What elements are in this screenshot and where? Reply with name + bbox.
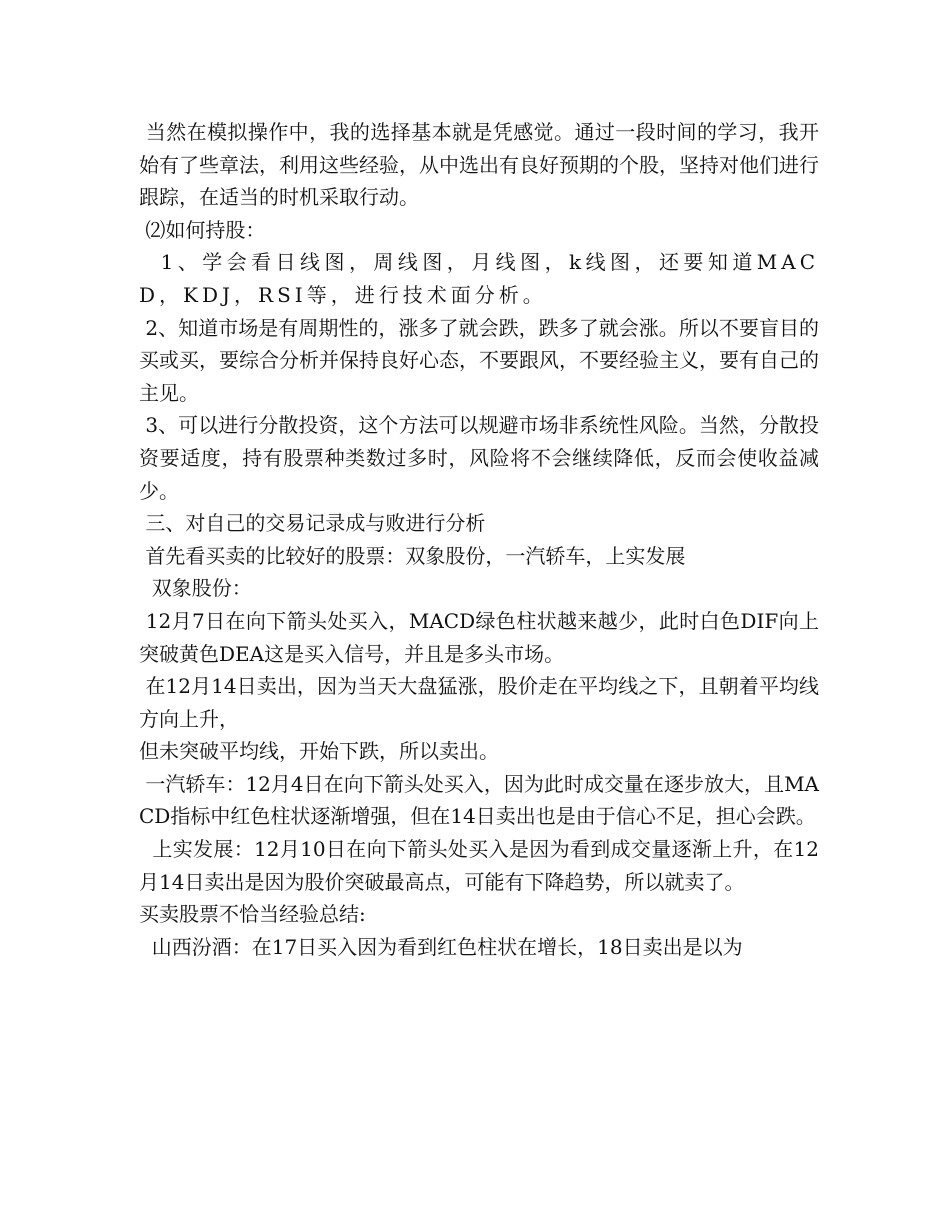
paragraph-point-1: 1、学会看日线图，周线图，月线图，k线图，还要知道MACD，KDJ，RSI等，进行技术面分析。 (139, 250, 819, 307)
document-body (139, 116, 819, 963)
paragraph-shanxi-fenjiu: 山西汾酒：在17日买入因为看到红色柱状在增长，18日卖出是以为 (139, 934, 743, 959)
paragraph-shangshi: 上实发展：12月10日在向下箭头处买入是因为看到成交量逐渐上升，在12月14日卖出是因为股价突破最高点，可能有下降趋势，所以就卖了。 (139, 837, 819, 894)
paragraph-intro: 当然在模拟操作中，我的选择基本就是凭感觉。通过一段时间的学习，我开始有了些章法，利用这些经验，从中选出有良好预期的个股，坚持对他们进行跟踪，在适当的时机采取行动。 (139, 120, 820, 210)
paragraph-heading-hold-stock: ⑵如何持股： (139, 217, 266, 242)
paragraph-point-3: 3、可以进行分散投资，这个方法可以规避市场非系统性风险。当然，分散投资要适度，持有股票种类数过多时，风险将不会继续降低，反而会使收益减少。 (139, 413, 819, 503)
paragraph-shuangxiang-heading: 双象股份： (139, 576, 252, 601)
paragraph-faw-car: 一汽轿车：12月4日在向下箭头处买入，因为此时成交量在逐步放大，且MACD指标中红色柱状逐渐增强，但在14日卖出也是由于信心不足，担心会跌。 (139, 771, 819, 829)
paragraph-section-3-heading: 三、对自己的交易记录成与败进行分析 (139, 511, 486, 536)
paragraph-good-stocks: 首先看买卖的比较好的股票：双象股份，一汽轿车，上实发展 (139, 543, 686, 568)
paragraph-shuangxiang-buy: 12月7日在向下箭头处买入，MACD绿色柱状越来越少，此时白色DIF向上突破黄色DEA这是买入信号，并且是多头市场。 (139, 608, 820, 666)
paragraph-shuangxiang-sell-cont: 但未突破平均线，开始下跌，所以卖出。 (139, 739, 499, 764)
paragraph-shuangxiang-sell: 在12月14日卖出，因为当天大盘猛涨，股价走在平均线之下，且朝着平均线方向上升， (139, 674, 820, 731)
paragraph-point-2: 2、知道市场是有周期性的，涨多了就会跌，跌多了就会涨。所以不要盲目的买或买，要综合分析并保持良好心态，不要跟风，不要经验主义，要有自己的主见。 (139, 315, 819, 405)
paragraph-bad-summary-heading: 买卖股票不恰当经验总结: (139, 902, 366, 927)
